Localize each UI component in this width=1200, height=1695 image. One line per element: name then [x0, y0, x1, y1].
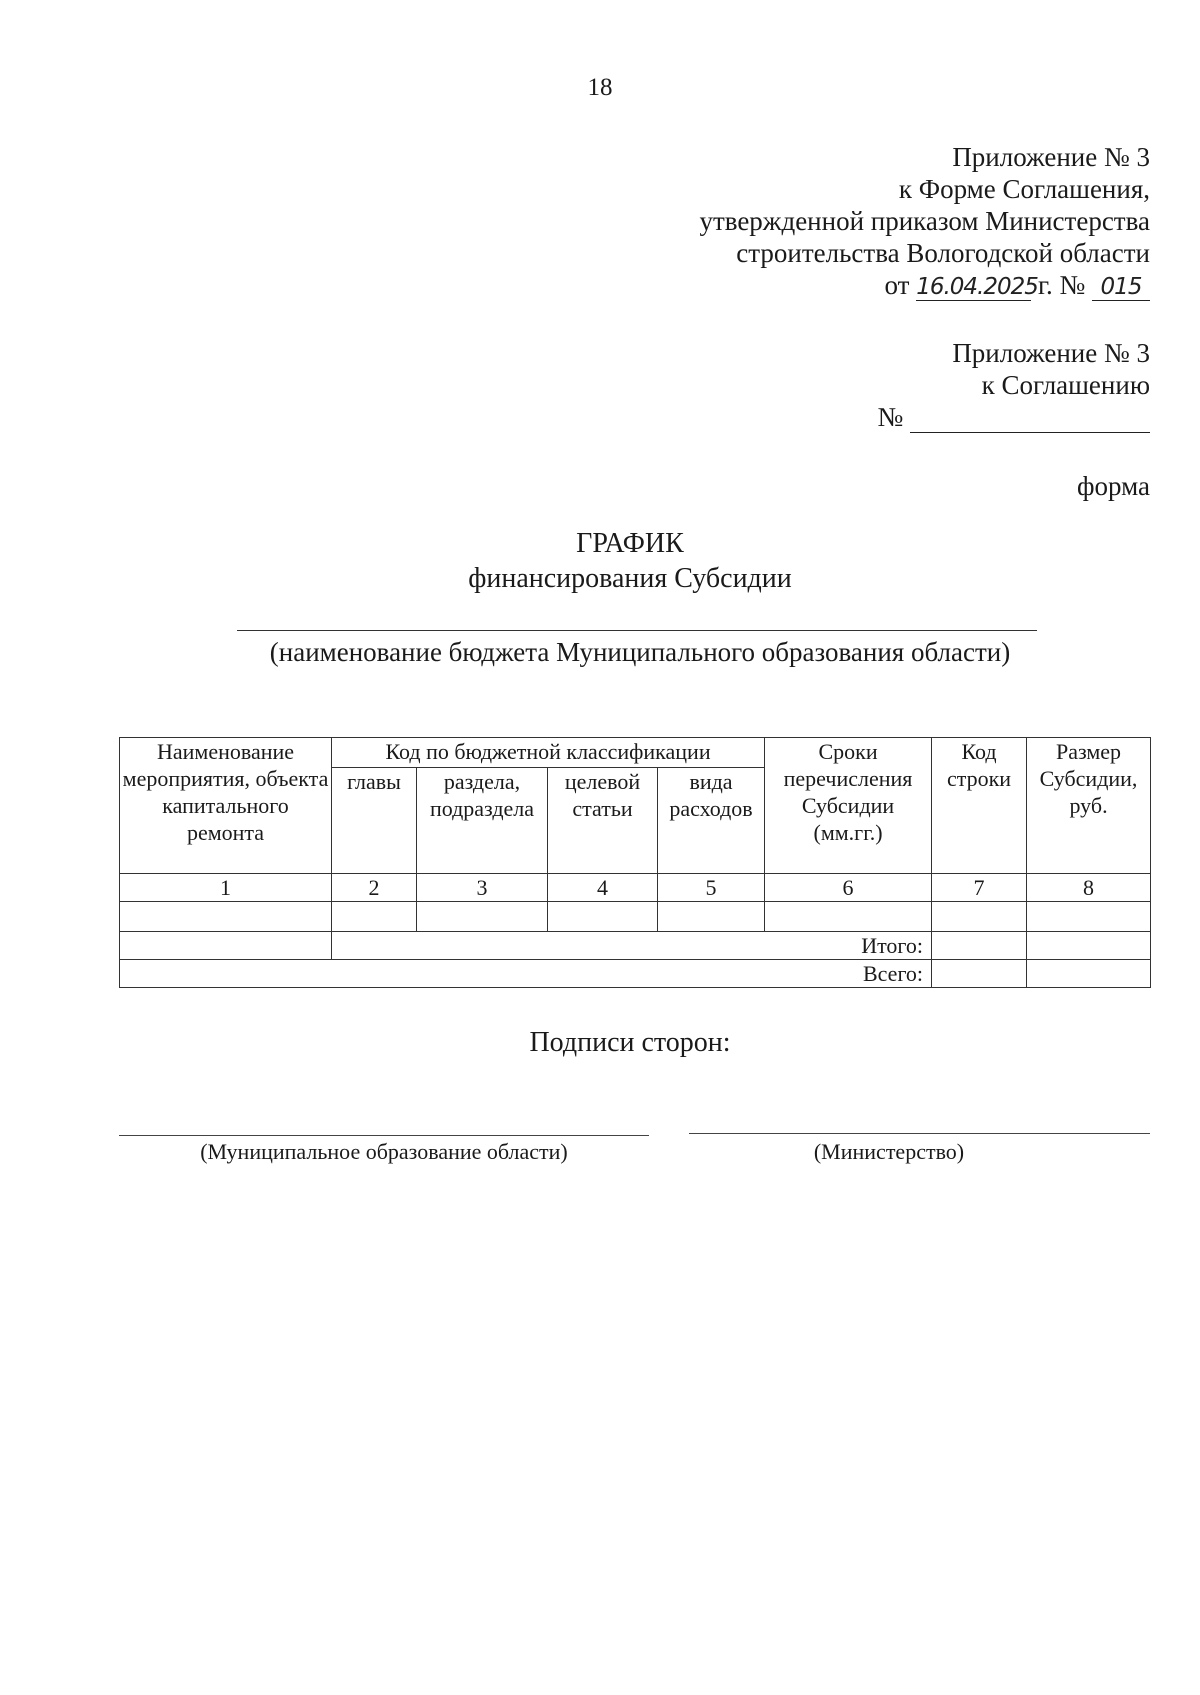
column-number: 1 [120, 874, 332, 902]
table-cell [332, 902, 417, 932]
appendix-agreement-header [877, 337, 1150, 433]
page-number: 18 [587, 74, 613, 101]
column-number: 5 [658, 874, 765, 902]
header-budget-code: Код по бюджетной классификации [332, 738, 765, 768]
column-number: 6 [765, 874, 932, 902]
document-title: ГРАФИК [576, 528, 684, 559]
ministry-signature-line [689, 1133, 1150, 1134]
header-amount: Размер Субсидии, руб. [1027, 738, 1151, 874]
header-name: Наименование мероприятия, объекта капитального ремонта [120, 738, 332, 874]
subtotal-row [120, 932, 1151, 960]
appendix-agreement-line1: Приложение № 3 [952, 338, 1150, 368]
agreement-number-prefix: № [877, 402, 904, 432]
ministry-signature-caption: (Министерство) [813, 1139, 965, 1164]
table-cell [932, 902, 1027, 932]
column-number: 8 [1027, 874, 1151, 902]
header-terms: Сроки перечисления Субсидии (мм.гг.) [765, 738, 932, 874]
agreement-number-blank [910, 406, 1150, 433]
table-row [120, 902, 1151, 932]
table-cell [765, 902, 932, 932]
table-cell [548, 902, 658, 932]
number-prefix: г. № [1037, 270, 1086, 300]
column-number: 7 [932, 874, 1027, 902]
document-subtitle: финансирования Субсидии [468, 563, 792, 594]
total-label: Всего: [120, 960, 932, 988]
header-chapter: главы [332, 768, 417, 874]
header-expense: вида расходов [658, 768, 765, 874]
header-target: целевой статьи [548, 768, 658, 874]
handwritten-date: 16.04.2025 [916, 274, 1038, 300]
form-label: форма [1077, 471, 1150, 501]
handwritten-number: 015 [1092, 274, 1150, 301]
table-cell [1027, 960, 1151, 988]
municipality-signature-line [119, 1135, 649, 1136]
municipality-signature-caption: (Муниципальное образование области) [200, 1139, 568, 1164]
column-number: 4 [548, 874, 658, 902]
appendix-form-line1: Приложение № 3 [952, 142, 1150, 172]
appendix-form-line3: утвержденной приказом Министерства [699, 206, 1150, 236]
appendix-form-line2: к Форме Соглашения, [898, 174, 1150, 204]
table-cell [120, 932, 332, 960]
subtotal-label: Итого: [332, 932, 932, 960]
table-cell [932, 960, 1027, 988]
column-number-row [120, 874, 1151, 902]
budget-name-blank [237, 630, 1037, 631]
appendix-form-line4: строительства Вологодской области [736, 238, 1150, 268]
column-number: 3 [417, 874, 548, 902]
agreement-number-line [877, 401, 1150, 433]
header-section: раздела, подраздела [417, 768, 548, 874]
date-prefix: от [884, 270, 910, 300]
financing-schedule-table [119, 737, 1151, 988]
table-cell [417, 902, 548, 932]
table-cell [658, 902, 765, 932]
table-cell [1027, 902, 1151, 932]
appendix-form-date-line [699, 269, 1150, 301]
header-row-code: Код строки [932, 738, 1027, 874]
appendix-agreement-line2: к Соглашению [981, 370, 1150, 400]
table-cell [932, 932, 1027, 960]
table-cell [1027, 932, 1151, 960]
signatures-title: Подписи сторон: [529, 1027, 731, 1058]
column-number: 2 [332, 874, 417, 902]
budget-caption: (наименование бюджета Муниципального образования области) [269, 637, 1011, 667]
total-row [120, 960, 1151, 988]
appendix-form-header [699, 141, 1150, 301]
table-header-row [120, 738, 1151, 768]
table-cell [120, 902, 332, 932]
